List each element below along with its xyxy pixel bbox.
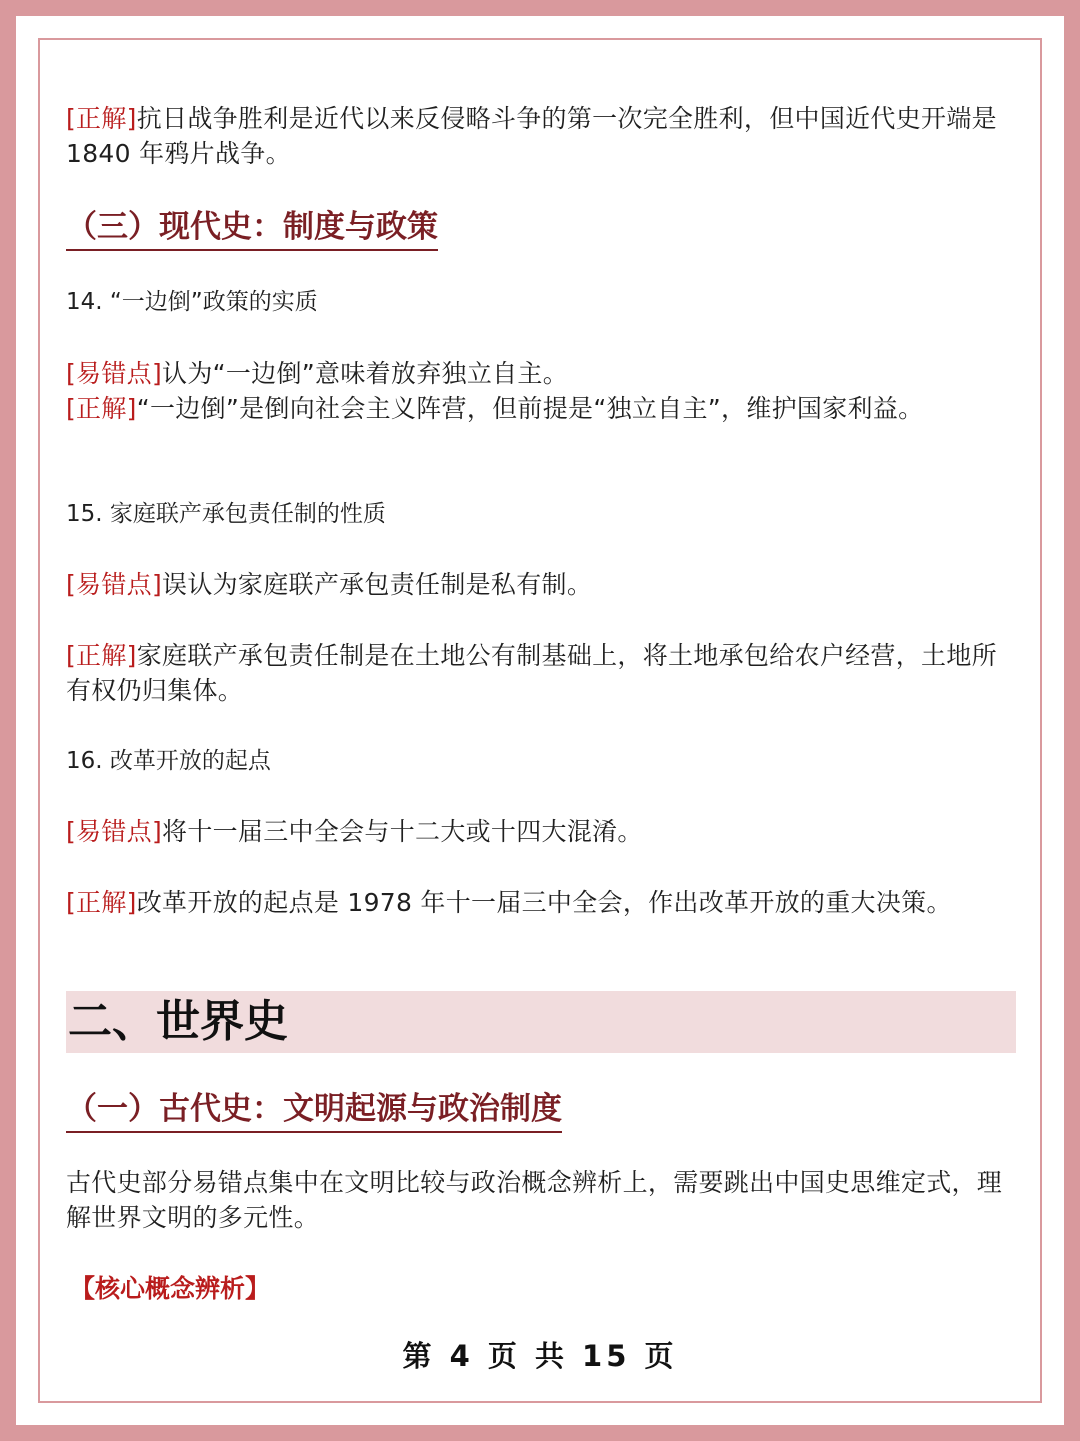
section-heading-modern: （三）现代史：制度与政策 (66, 206, 438, 251)
error-point-14 (66, 356, 1016, 391)
answer-tag: [正解] (66, 641, 137, 670)
answer-tag: [正解] (66, 394, 137, 423)
answer-tag: [正解] (66, 104, 137, 133)
question-15: 15. 家庭联产承包责任制的性质 (66, 501, 386, 527)
question-16: 16. 改革开放的起点 (66, 748, 271, 774)
error-tag: [易错点] (66, 570, 163, 599)
question-14: 14. “一边倒”政策的实质 (66, 289, 318, 315)
error-text: 认为“一边倒”意味着放弃独立自主。 (162, 359, 569, 388)
error-point-15 (66, 567, 1016, 602)
answer-16 (66, 885, 1016, 920)
answer-14 (66, 391, 1016, 426)
answer-text: 家庭联产承包责任制是在土地公有制基础上，将土地承包给农户经营，土地所有权仍归集体。 (66, 641, 997, 705)
answer-text: “一边倒”是倒向社会主义阵营，但前提是“独立自主”，维护国家利益。 (136, 394, 924, 423)
answer-15 (66, 638, 1016, 708)
error-tag: [易错点] (66, 359, 163, 388)
section-band-world-history: 二、世界史 (66, 991, 1016, 1053)
page-number: 第 4 页 共 15 页 (402, 1339, 678, 1373)
answer-tag: [正解] (66, 888, 137, 917)
intro-paragraph (66, 101, 1016, 171)
error-text: 将十一届三中全会与十二大或十四大混淆。 (162, 817, 643, 846)
error-tag: [易错点] (66, 817, 163, 846)
section-heading-ancient: （一）古代史：文明起源与政治制度 (66, 1088, 562, 1133)
error-point-16 (66, 814, 1016, 849)
error-text: 误认为家庭联产承包责任制是私有制。 (162, 570, 593, 599)
world-intro-paragraph: 古代史部分易错点集中在文明比较与政治概念辨析上，需要跳出中国史思维定式，理解世界文明的多元性。 (66, 1168, 1003, 1232)
core-concept-label: 【核心概念辨析】 (70, 1274, 271, 1303)
answer-text: 改革开放的起点是 1978 年十一届三中全会，作出改革开放的重大决策。 (136, 888, 952, 917)
answer-text: 抗日战争胜利是近代以来反侵略斗争的第一次完全胜利，但中国近代史开端是 1840 年鸦片战争。 (66, 104, 997, 168)
